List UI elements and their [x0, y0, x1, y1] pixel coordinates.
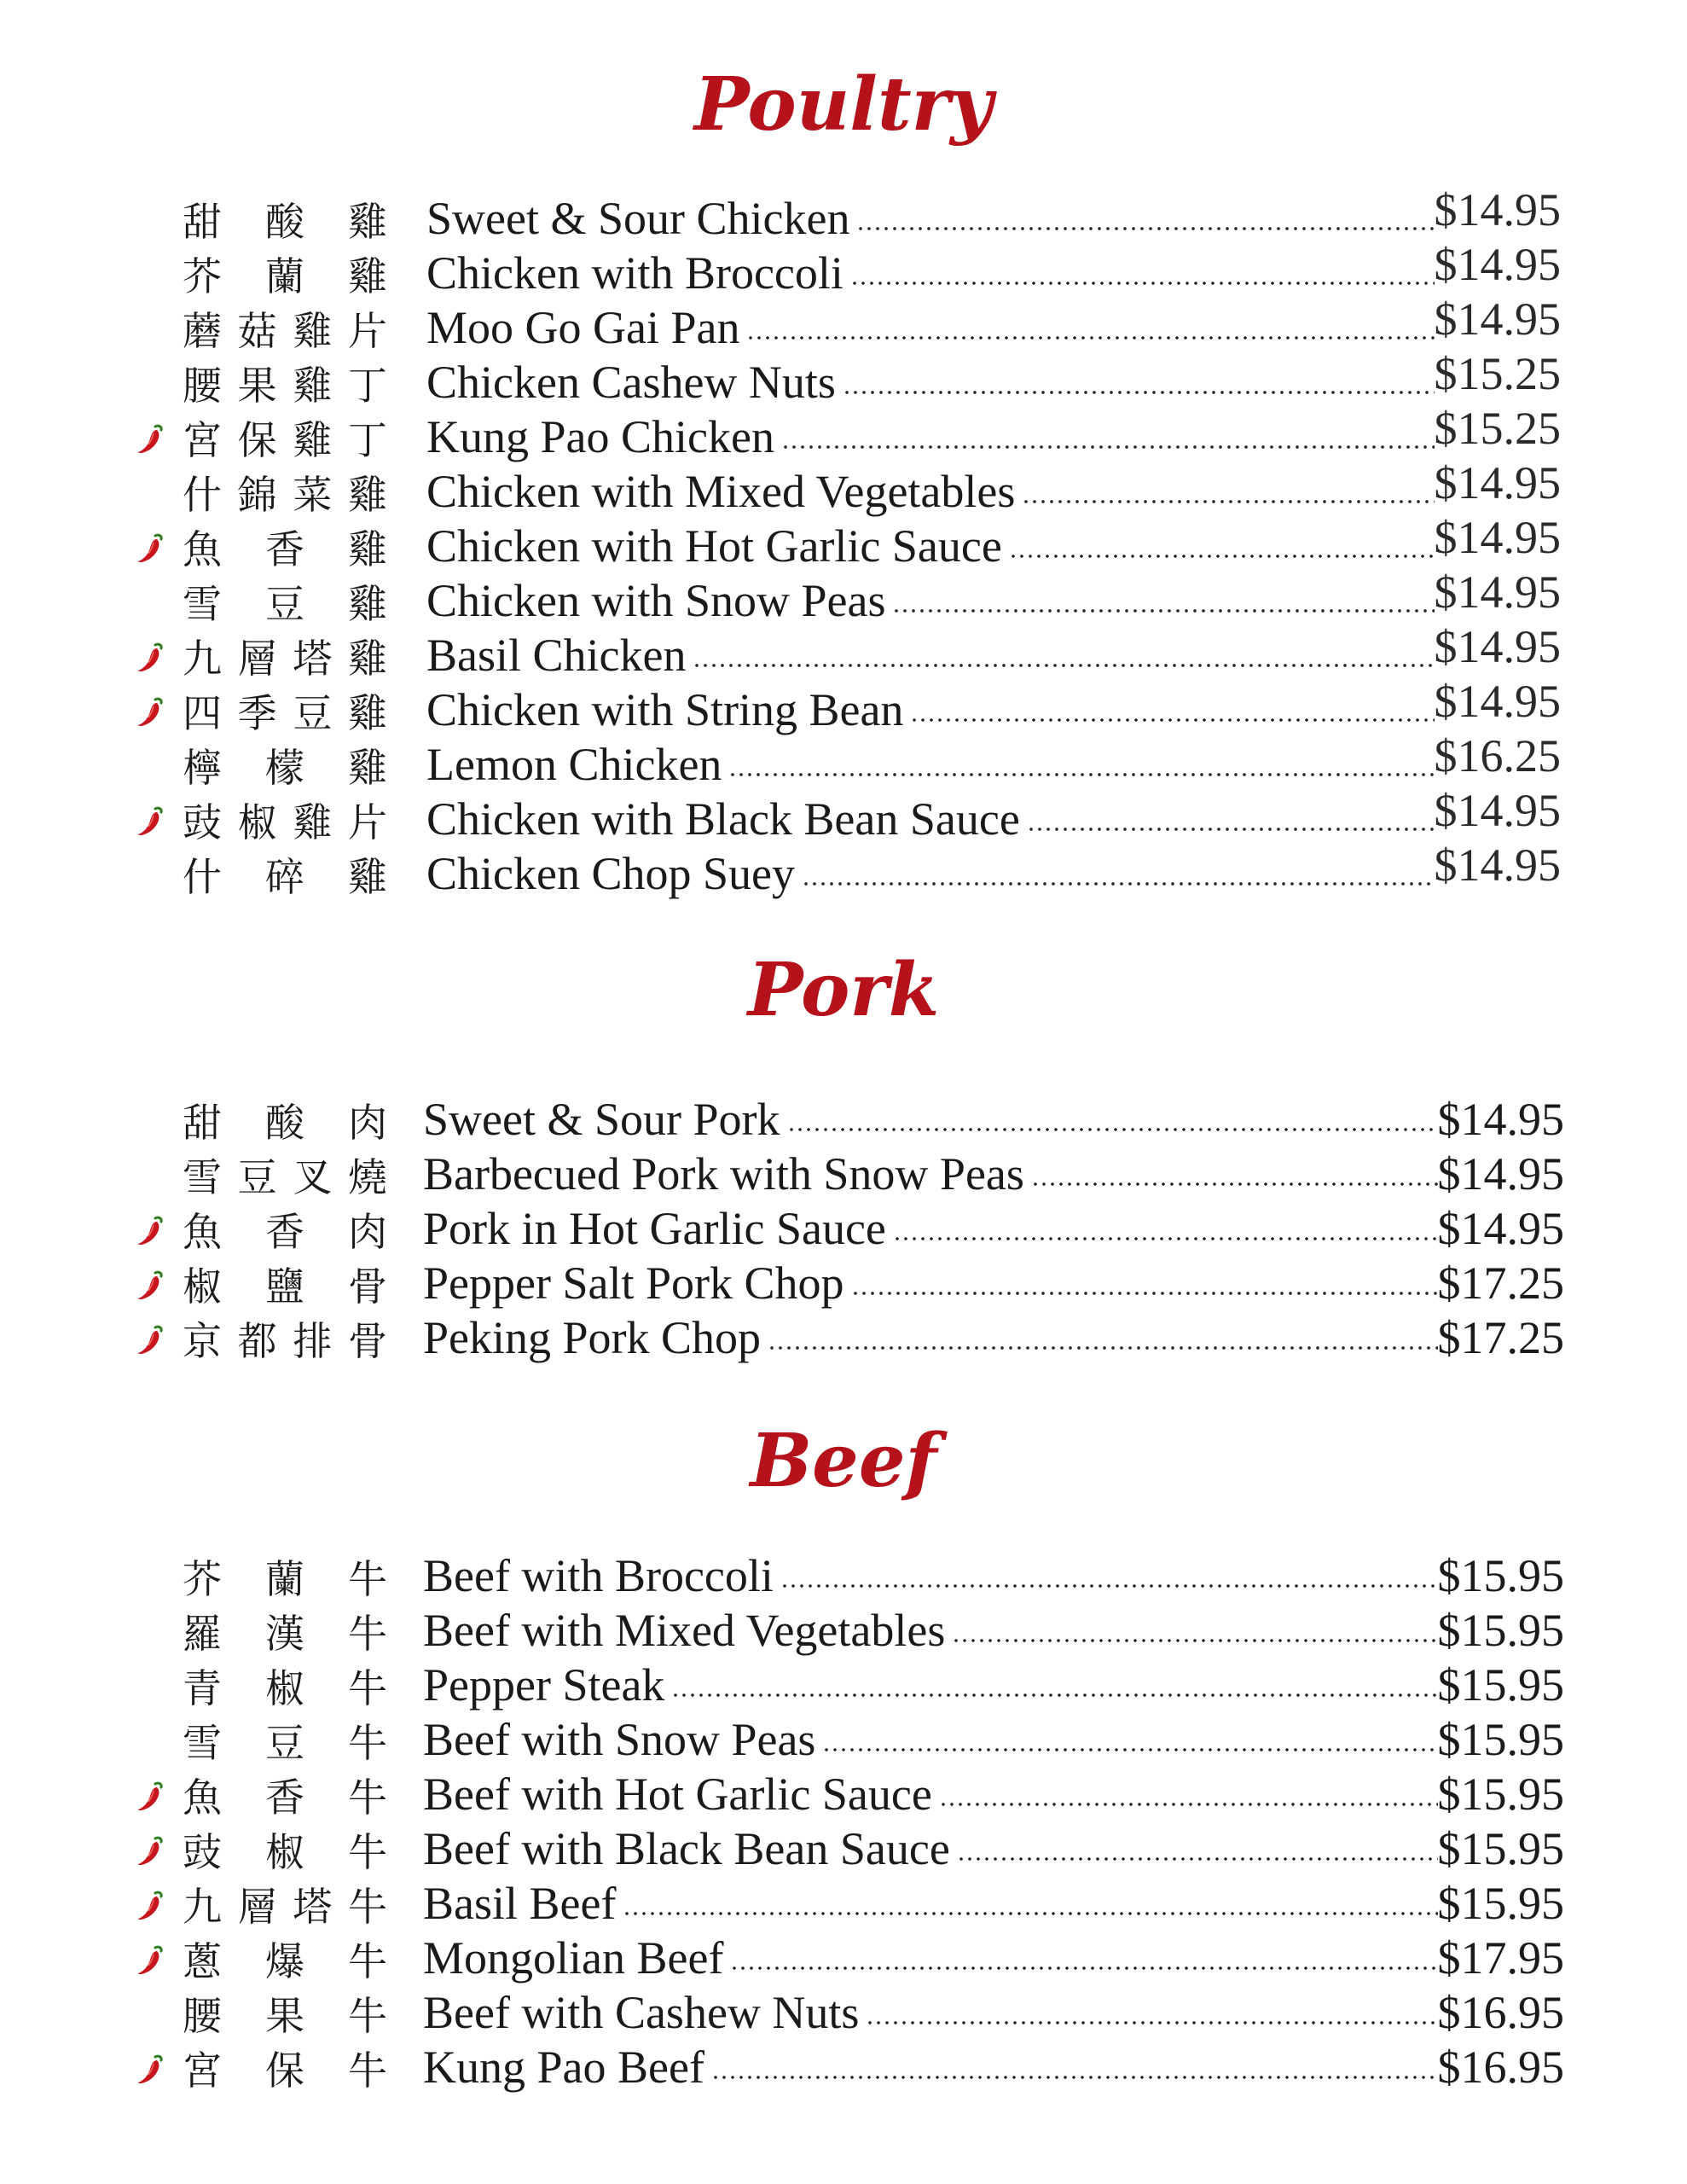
chinese-char: 椒 [237, 799, 277, 845]
price: $15.95 [1437, 1550, 1564, 1601]
chinese-char: 層 [237, 1884, 277, 1930]
chinese-char: 腰 [183, 363, 222, 409]
chinese-char: 保 [265, 2048, 304, 2094]
chinese-name [183, 1879, 387, 1929]
dot-leader [822, 1746, 1437, 1753]
chinese-char: 片 [347, 799, 387, 845]
chinese-name [183, 1552, 387, 1601]
price: $15.25 [1434, 348, 1561, 399]
item-line [426, 730, 1561, 792]
chinese-char: 青 [183, 1665, 222, 1711]
dot-leader [893, 1235, 1438, 1242]
dot-leader [730, 1965, 1437, 1972]
english-name: Lemon Chicken [426, 739, 722, 790]
chinese-char: 牛 [348, 1774, 387, 1821]
english-name: Pork in Hot Garlic Sauce [423, 1203, 886, 1254]
menu-item [0, 2040, 1687, 2094]
chinese-name [183, 1661, 387, 1711]
english-name: Barbecued Pork with Snow Peas [423, 1148, 1024, 1199]
menu-item [0, 1985, 1687, 2040]
chili-pepper-icon [136, 805, 164, 838]
chinese-char: 酸 [265, 199, 304, 245]
menu-item [0, 1712, 1687, 1767]
chinese-char: 牛 [348, 1829, 387, 1875]
english-name: Chicken with Snow Peas [426, 575, 886, 626]
item-line [426, 839, 1561, 901]
chinese-char: 雞 [293, 363, 333, 409]
price: $14.95 [1434, 839, 1561, 891]
english-name: Chicken with Mixed Vegetables [426, 466, 1016, 517]
dot-leader [892, 607, 1434, 614]
chinese-char: 丁 [347, 363, 387, 409]
chinese-char: 蘭 [265, 1556, 304, 1602]
chinese-char: 燒 [347, 1154, 387, 1200]
chinese-char: 排 [293, 1318, 333, 1364]
chinese-char: 雞 [347, 636, 387, 682]
chinese-char: 肉 [348, 1100, 387, 1146]
item-line [423, 1603, 1564, 1658]
dot-leader [939, 1801, 1438, 1808]
menu-item [0, 1658, 1687, 1712]
chinese-char: 鹽 [265, 1263, 304, 1310]
item-line [426, 457, 1561, 519]
price: $14.95 [1434, 621, 1561, 672]
chinese-name [183, 1934, 387, 1984]
chinese-name [183, 1606, 387, 1656]
chinese-char: 牛 [348, 1993, 387, 2039]
chili-pepper-icon [136, 1835, 164, 1867]
menu-item [0, 1876, 1687, 1931]
price: $15.95 [1437, 1823, 1564, 1874]
chinese-char: 豆 [293, 690, 333, 736]
chinese-char: 牛 [348, 1720, 387, 1766]
chinese-name [183, 795, 387, 845]
dot-leader [746, 334, 1434, 341]
chinese-char: 椒 [265, 1665, 304, 1711]
chinese-char: 九 [183, 636, 222, 682]
chinese-char: 漢 [265, 1611, 304, 1657]
chinese-char: 酸 [265, 1100, 304, 1146]
chinese-char: 九 [183, 1884, 222, 1930]
chinese-char: 雪 [183, 581, 222, 627]
menu-item [0, 1256, 1687, 1310]
chili-pepper-icon [136, 696, 164, 729]
chinese-char: 雞 [348, 526, 387, 572]
dot-leader [768, 1345, 1437, 1351]
section-title-beef: Beef [750, 1418, 937, 1504]
item-line [426, 566, 1561, 628]
menu-item [0, 1548, 1687, 1603]
price: $17.25 [1437, 1312, 1564, 1363]
english-name: Chicken Chop Suey [426, 848, 795, 899]
english-name: Pepper Salt Pork Chop [423, 1258, 844, 1309]
chinese-char: 雞 [348, 199, 387, 245]
menu-item [0, 1767, 1687, 1821]
chinese-char: 椒 [183, 1263, 222, 1310]
dot-leader [693, 662, 1434, 669]
chinese-name [183, 577, 387, 626]
chinese-char: 甜 [183, 1100, 222, 1146]
item-line [423, 1548, 1564, 1603]
chinese-name [183, 304, 387, 353]
chinese-char: 牛 [348, 1938, 387, 1984]
item-line [423, 1658, 1564, 1712]
dot-leader [711, 2074, 1438, 2081]
chinese-char: 椒 [265, 1829, 304, 1875]
chili-pepper-icon [136, 1324, 164, 1356]
english-name: Chicken with String Bean [426, 684, 904, 735]
chinese-char: 豆 [265, 1720, 304, 1766]
chili-pepper-icon [136, 1215, 164, 1247]
price: $17.95 [1437, 1932, 1564, 1984]
chinese-char: 雞 [347, 472, 387, 518]
item-line [426, 621, 1561, 682]
dot-leader [787, 1126, 1438, 1133]
chinese-name [183, 195, 387, 244]
menu-item [0, 1821, 1687, 1876]
price: $17.25 [1437, 1258, 1564, 1309]
price: $14.95 [1434, 239, 1561, 290]
chinese-char: 豉 [183, 1829, 222, 1875]
chinese-name [183, 850, 387, 899]
english-name: Sweet & Sour Chicken [426, 193, 850, 244]
english-name: Mongolian Beef [423, 1932, 724, 1984]
price: $14.95 [1437, 1203, 1564, 1254]
chinese-char: 保 [237, 417, 277, 463]
chinese-char: 蘭 [265, 253, 304, 299]
chili-pepper-icon [136, 1269, 164, 1302]
chinese-char: 都 [237, 1318, 277, 1364]
chinese-char: 牛 [347, 1884, 387, 1930]
chinese-name [183, 1205, 387, 1254]
chinese-char: 雞 [348, 745, 387, 791]
chinese-name [183, 1989, 387, 2038]
menu-item [0, 1092, 1687, 1147]
chinese-char: 芥 [183, 253, 222, 299]
english-name: Kung Pao Chicken [426, 411, 774, 462]
item-line [423, 1931, 1564, 1985]
menu-item [0, 839, 1687, 901]
chili-pepper-icon [136, 642, 164, 674]
item-line [426, 512, 1561, 573]
chinese-char: 錦 [237, 472, 277, 518]
english-name: Beef with Broccoli [423, 1550, 774, 1601]
english-name: Chicken with Broccoli [426, 247, 844, 299]
chinese-char: 雪 [183, 1720, 222, 1766]
chinese-char: 芥 [183, 1556, 222, 1602]
chinese-char: 塔 [293, 1884, 333, 1930]
item-line [426, 184, 1561, 246]
english-name: Beef with Hot Garlic Sauce [423, 1769, 932, 1820]
chinese-char: 蔥 [183, 1938, 222, 1984]
chinese-char: 腰 [183, 1993, 222, 2039]
item-line [426, 348, 1561, 410]
pork-list [0, 1092, 1687, 1365]
chinese-char: 宮 [183, 2048, 222, 2094]
chinese-char: 豉 [183, 799, 222, 845]
chinese-char: 肉 [348, 1209, 387, 1255]
chinese-name [183, 1150, 387, 1199]
chinese-name [183, 1259, 387, 1309]
chinese-char: 香 [265, 526, 304, 572]
price: $14.95 [1434, 566, 1561, 618]
item-line [423, 1712, 1564, 1767]
dot-leader [957, 1856, 1438, 1862]
chinese-name [183, 1095, 387, 1145]
chinese-char: 季 [237, 690, 277, 736]
price: $14.95 [1434, 457, 1561, 508]
english-name: Beef with Mixed Vegetables [423, 1605, 946, 1656]
dot-leader [910, 717, 1434, 723]
english-name: Beef with Cashew Nuts [423, 1987, 860, 2038]
english-name: Beef with Snow Peas [423, 1714, 816, 1765]
chinese-char: 雞 [348, 581, 387, 627]
dot-leader [1027, 826, 1435, 833]
beef-list [0, 1548, 1687, 2094]
item-line [423, 1821, 1564, 1876]
menu-item [0, 1201, 1687, 1256]
chinese-char: 骨 [347, 1318, 387, 1364]
menu-item [0, 1147, 1687, 1201]
price: $15.25 [1434, 403, 1561, 454]
english-name: Chicken with Hot Garlic Sauce [426, 520, 1002, 572]
item-line [423, 2040, 1564, 2094]
chinese-char: 魚 [183, 1774, 222, 1821]
chinese-char: 魚 [183, 526, 222, 572]
dot-leader [1009, 553, 1435, 560]
chili-pepper-icon [136, 532, 164, 565]
dot-leader [850, 280, 1435, 287]
chinese-char: 菜 [293, 472, 333, 518]
chinese-char: 蘑 [183, 308, 222, 354]
chinese-char: 叉 [293, 1154, 333, 1200]
chinese-char: 什 [183, 854, 222, 900]
chili-pepper-icon [136, 423, 164, 456]
section-title-pork: Pork [747, 947, 940, 1033]
english-name: Basil Beef [423, 1878, 617, 1929]
chinese-char: 雞 [293, 799, 333, 845]
item-line [426, 239, 1561, 300]
price: $14.95 [1434, 293, 1561, 345]
chili-pepper-icon [136, 1780, 164, 1813]
item-line [423, 1985, 1564, 2040]
chinese-char: 層 [237, 636, 277, 682]
price: $14.95 [1437, 1094, 1564, 1145]
dot-leader [856, 225, 1434, 232]
chinese-name [183, 522, 387, 572]
dot-leader [952, 1637, 1437, 1644]
english-name: Pepper Steak [423, 1659, 665, 1711]
chinese-char: 豆 [265, 581, 304, 627]
chinese-char: 牛 [348, 1611, 387, 1657]
chinese-char: 爆 [265, 1938, 304, 1984]
price: $16.95 [1437, 1987, 1564, 2038]
chinese-char: 香 [265, 1209, 304, 1255]
english-name: Chicken with Black Bean Sauce [426, 793, 1020, 845]
english-name: Moo Go Gai Pan [426, 302, 740, 353]
chinese-name [183, 249, 387, 299]
chinese-char: 四 [183, 690, 222, 736]
chinese-char: 片 [347, 308, 387, 354]
english-name: Beef with Black Bean Sauce [423, 1823, 950, 1874]
chili-pepper-icon [136, 1944, 164, 1977]
dot-leader [781, 444, 1435, 450]
price: $15.95 [1437, 1714, 1564, 1765]
item-line [426, 785, 1561, 846]
menu-item [0, 1310, 1687, 1365]
item-line [426, 403, 1561, 464]
chinese-name [183, 686, 387, 735]
chinese-char: 雞 [293, 417, 333, 463]
chinese-char: 菇 [237, 308, 277, 354]
english-name: Kung Pao Beef [423, 2042, 704, 2093]
dot-leader [866, 2019, 1437, 2026]
english-name: Basil Chicken [426, 630, 687, 681]
item-line [426, 676, 1561, 737]
price: $15.95 [1437, 1769, 1564, 1820]
dot-leader [780, 1583, 1438, 1589]
chinese-char: 檸 [183, 745, 222, 791]
chinese-char: 牛 [348, 2048, 387, 2094]
chinese-char: 果 [265, 1993, 304, 2039]
menu-item [0, 1931, 1687, 1985]
price: $14.95 [1437, 1148, 1564, 1199]
price: $14.95 [1434, 184, 1561, 235]
item-line [426, 293, 1561, 355]
chinese-char: 雪 [183, 1154, 222, 1200]
price: $15.95 [1437, 1659, 1564, 1711]
english-name: Chicken Cashew Nuts [426, 357, 836, 408]
english-name: Sweet & Sour Pork [423, 1094, 780, 1145]
item-line [423, 1092, 1564, 1147]
item-line [423, 1767, 1564, 1821]
chinese-name [183, 413, 387, 462]
chinese-name [183, 741, 387, 790]
poultry-list [0, 184, 1687, 901]
price: $14.95 [1434, 785, 1561, 836]
dot-leader [728, 771, 1434, 778]
price: $14.95 [1434, 676, 1561, 727]
chinese-name [183, 2043, 387, 2093]
chinese-char: 雞 [293, 308, 333, 354]
chili-pepper-icon [136, 1890, 164, 1922]
item-line [423, 1201, 1564, 1256]
chinese-char: 羅 [183, 1611, 222, 1657]
section-title-poultry: Poultry [694, 61, 993, 148]
chinese-name [183, 358, 387, 408]
price: $15.95 [1437, 1878, 1564, 1929]
chinese-char: 雞 [347, 690, 387, 736]
dot-leader [623, 1910, 1437, 1917]
price: $15.95 [1437, 1605, 1564, 1656]
dot-leader [1022, 498, 1434, 505]
chinese-name [183, 1770, 387, 1820]
price: $14.95 [1434, 512, 1561, 563]
chinese-char: 果 [237, 363, 277, 409]
menu-item [0, 1603, 1687, 1658]
chinese-char: 丁 [347, 417, 387, 463]
chinese-char: 甜 [183, 199, 222, 245]
chinese-char: 魚 [183, 1209, 222, 1255]
dot-leader [1031, 1181, 1438, 1188]
chinese-char: 牛 [348, 1556, 387, 1602]
item-line [423, 1310, 1564, 1365]
dot-leader [851, 1290, 1438, 1297]
chinese-name [183, 1314, 387, 1363]
chinese-name [183, 1716, 387, 1765]
item-line [423, 1876, 1564, 1931]
item-line [423, 1147, 1564, 1201]
english-name: Peking Pork Chop [423, 1312, 762, 1363]
chinese-name [183, 468, 387, 517]
dot-leader [671, 1692, 1437, 1699]
chinese-char: 什 [183, 472, 222, 518]
chinese-name [183, 631, 387, 681]
chinese-char: 香 [265, 1774, 304, 1821]
chili-pepper-icon [136, 2053, 164, 2086]
chinese-name [183, 1825, 387, 1874]
chinese-char: 雞 [348, 854, 387, 900]
dot-leader [802, 880, 1435, 887]
chinese-char: 牛 [348, 1665, 387, 1711]
dot-leader [843, 389, 1435, 396]
price: $16.25 [1434, 730, 1561, 781]
chinese-char: 碎 [265, 854, 304, 900]
chinese-char: 京 [183, 1318, 222, 1364]
chinese-char: 骨 [348, 1263, 387, 1310]
item-line [423, 1256, 1564, 1310]
chinese-char: 豆 [237, 1154, 277, 1200]
chinese-char: 宮 [183, 417, 222, 463]
price: $16.95 [1437, 2042, 1564, 2093]
chinese-char: 雞 [348, 253, 387, 299]
chinese-char: 檬 [265, 745, 304, 791]
chinese-char: 塔 [293, 636, 333, 682]
